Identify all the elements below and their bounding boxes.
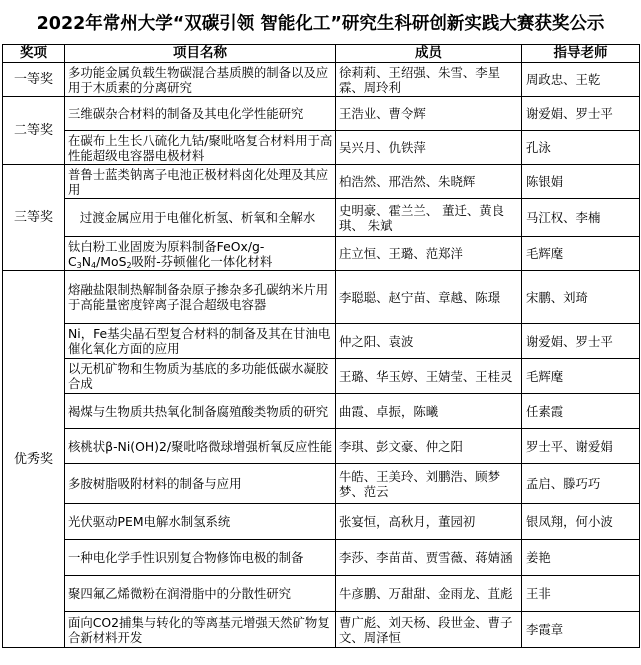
project-name (65, 237, 336, 271)
project-name: 核桃状β-Ni(OH)2/聚吡咯微球增强析氧反应性能 (65, 429, 336, 464)
advisor: 银凤翔，何小波 (522, 504, 640, 540)
page-title: 2022年常州大学“双碳引领 智能化工”研究生科研创新实践大赛获奖公示 (36, 13, 605, 34)
table-row (3, 394, 640, 429)
member-list: 王璐、华玉婷、王婧莹、王桂灵 (336, 359, 522, 394)
member-list: 史明豪、霍兰兰、 董迁、黄良琪、 朱斌 (336, 199, 522, 237)
advisor: 任素霞 (522, 394, 640, 429)
award-second: 二等奖 (3, 97, 65, 165)
advisor: 孟启、滕巧巧 (522, 464, 640, 504)
advisor: 宋鹏、刘琦 (522, 271, 640, 324)
table-row (3, 199, 640, 237)
project-name: 光伏驱动PEM电解水制氢系统 (65, 504, 336, 540)
member-list: 吴兴月、仇铁萍 (336, 131, 522, 165)
header-teacher: 指导老师 (522, 45, 640, 63)
header-row (3, 45, 640, 63)
table-row (3, 97, 640, 131)
advisor: 姜艳 (522, 540, 640, 576)
project-name: 多功能金属负载生物碳混合基质膜的制备以及应用于木质素的分离研究 (65, 63, 336, 97)
project-name-part: 钛白粉工业固废为原料制备FeOx/g- (68, 238, 265, 254)
member-list: 王浩业、曹令辉 (336, 97, 522, 131)
project-name: 过渡金属应用于电催化析氢、析氧和全解水 (65, 199, 336, 237)
awards-table (2, 44, 640, 648)
table-row (3, 359, 640, 394)
formula-sub-4: 4 (91, 260, 97, 270)
member-list: 牛皓、王美玲、刘鹏浩、顾梦梦、范云 (336, 464, 522, 504)
project-name: 一种电化学手性识别复合物修饰电极的制备 (65, 540, 336, 576)
advisor: 谢爱娟、罗士平 (522, 324, 640, 359)
header-award: 奖项 (3, 45, 65, 63)
project-name: 三维碳杂合材料的制备及其电化学性能研究 (65, 97, 336, 131)
formula-sub-2: 2 (126, 260, 132, 270)
table-row (3, 271, 640, 324)
advisor: 李霞章 (522, 612, 640, 648)
table-row (3, 612, 640, 648)
member-list: 李莎、李苗苗、贾雪薇、蒋婧涵 (336, 540, 522, 576)
project-name: Ni，Fe基尖晶石型复合材料的制备及其在甘油电催化氧化方面的应用 (65, 324, 336, 359)
member-list: 仲之阳、袁波 (336, 324, 522, 359)
project-name: 熔融盐限制热解制备杂原子掺杂多孔碳纳米片用于高能量密度锌离子混合超级电容器 (65, 271, 336, 324)
award-excellence: 优秀奖 (3, 271, 65, 648)
award-first: 一等奖 (3, 63, 65, 97)
table-row (3, 131, 640, 165)
advisor: 王非 (522, 576, 640, 612)
table-row (3, 540, 640, 576)
member-list: 牛彦鹏、万甜甜、金雨龙、苴彪 (336, 576, 522, 612)
member-list: 庄立恒、王璐、范郑洋 (336, 237, 522, 271)
formula-n: N (81, 253, 92, 269)
table-row (3, 63, 640, 97)
advisor: 毛辉麾 (522, 359, 640, 394)
table-row (3, 429, 640, 464)
table-row (3, 504, 640, 540)
member-list: 徐莉莉、王绍强、朱雪、李星霖、周玲利 (336, 63, 522, 97)
header-members: 成员 (336, 45, 522, 63)
project-name: 在碳布上生长八硫化九钴/聚吡咯复合材料用于高性能超级电容器电极材料 (65, 131, 336, 165)
table-row (3, 165, 640, 199)
project-name: 普鲁士蓝类钠离子电池正极材料卤化处理及其应用 (65, 165, 336, 199)
project-name: 以无机矿物和生物质为基底的多功能低碳水凝胶合成 (65, 359, 336, 394)
project-name: 多胺树脂吸附材料的制备与应用 (65, 464, 336, 504)
member-list: 李琪、彭文豪、仲之阳 (336, 429, 522, 464)
member-list: 曹广彪、刘天杨、段世金、曹子文、周泽恒 (336, 612, 522, 648)
formula-c: C (68, 253, 77, 269)
member-list: 张宴恒，高秋月，董园初 (336, 504, 522, 540)
table-row (3, 576, 640, 612)
advisor: 周政忠、王乾 (522, 63, 640, 97)
project-name: 褐煤与生物质共热氧化制备腐殖酸类物质的研究 (65, 394, 336, 429)
advisor: 马江权、李楠 (522, 199, 640, 237)
header-project: 项目名称 (65, 45, 336, 63)
advisor: 陈银娟 (522, 165, 640, 199)
advisor: 孔泳 (522, 131, 640, 165)
member-list: 李聪聪、赵宁苗、章越、陈璟 (336, 271, 522, 324)
project-name: 面向CO2捕集与转化的等离基元增强天然矿物复合新材料开发 (65, 612, 336, 648)
advisor: 毛辉麾 (522, 237, 640, 271)
formula-sub-3: 3 (76, 260, 82, 270)
project-name: 聚四氟乙烯微粉在润滑脂中的分散性研究 (65, 576, 336, 612)
award-third: 三等奖 (3, 165, 65, 271)
member-list: 柏浩然、邢浩然、朱晓辉 (336, 165, 522, 199)
table-row (3, 237, 640, 271)
formula-mos: /MoS (96, 253, 127, 269)
advisor: 罗士平、谢爱娟 (522, 429, 640, 464)
table-row (3, 324, 640, 359)
project-name-tail: 吸附-芬顿催化一体化材料 (131, 253, 273, 269)
table-row (3, 464, 640, 504)
advisor: 谢爱娟、罗士平 (522, 97, 640, 131)
member-list: 曲霞、卓振，陈曦 (336, 394, 522, 429)
